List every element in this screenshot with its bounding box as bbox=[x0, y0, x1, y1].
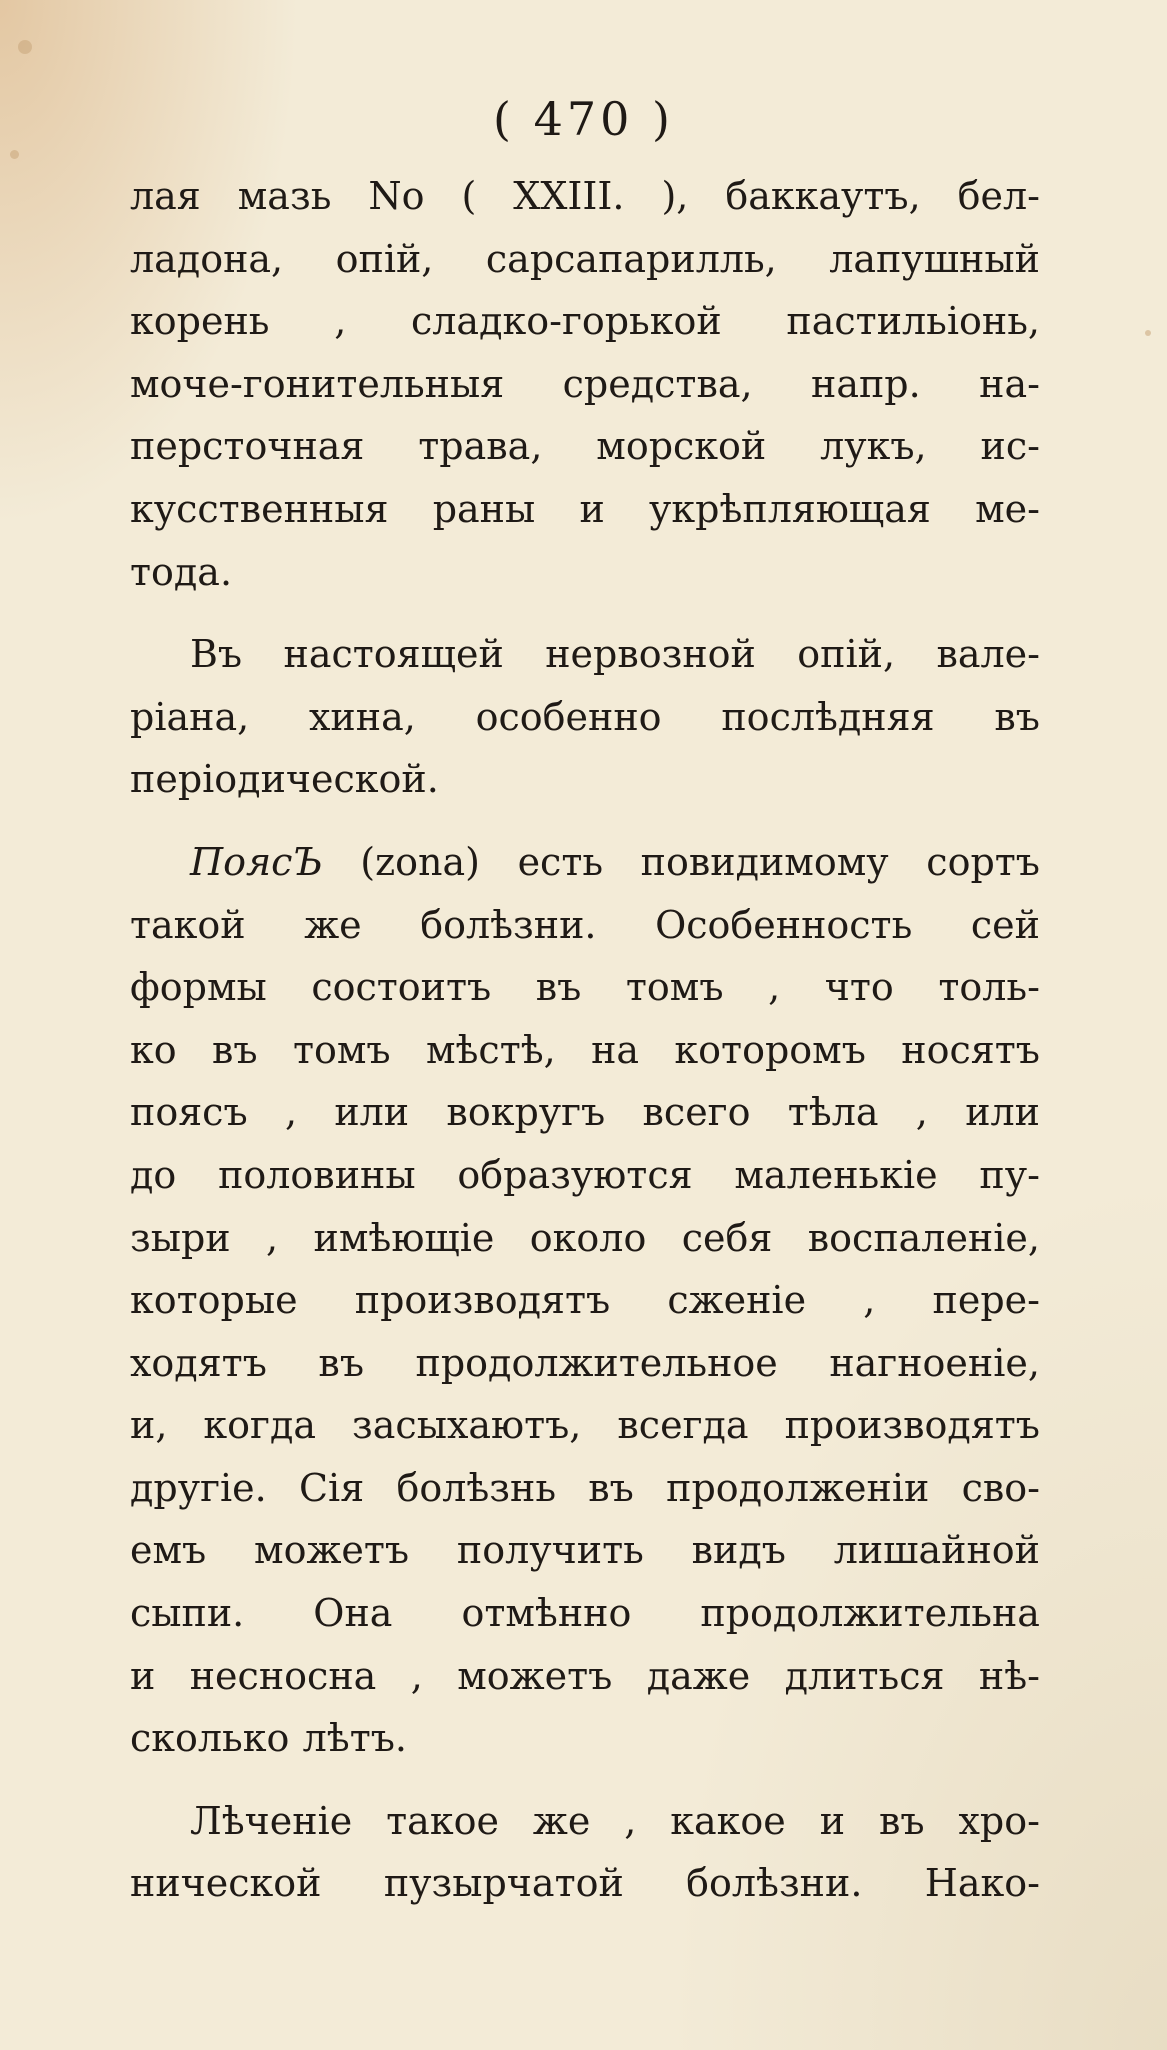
word: можетъ bbox=[254, 1528, 410, 1573]
word: длиться bbox=[784, 1653, 945, 1698]
word: же bbox=[304, 902, 362, 947]
word: Особенность bbox=[655, 902, 913, 947]
word: раны bbox=[432, 486, 536, 531]
word: всегда bbox=[617, 1403, 749, 1448]
word: тода. bbox=[130, 549, 233, 594]
paragraph-gap bbox=[130, 1770, 1040, 1790]
word: настоящей bbox=[283, 632, 504, 677]
word: хро- bbox=[958, 1798, 1040, 1843]
word: болѣзни. bbox=[686, 1861, 863, 1906]
word: сей bbox=[970, 902, 1040, 947]
text-line bbox=[130, 1457, 1040, 1520]
word: когда bbox=[203, 1403, 317, 1448]
word: пузырчатой bbox=[383, 1861, 624, 1906]
word: другiе. bbox=[130, 1465, 267, 1510]
word: нервозной bbox=[545, 632, 756, 677]
word: воспаленiе, bbox=[807, 1215, 1040, 1260]
word: особенно bbox=[475, 694, 662, 739]
word: лѣтъ. bbox=[302, 1716, 408, 1761]
word: такой bbox=[130, 902, 246, 947]
word: ко bbox=[130, 1027, 177, 1072]
text-line bbox=[130, 1519, 1040, 1582]
word: томъ bbox=[292, 1027, 391, 1072]
word: нагноенiе, bbox=[829, 1340, 1040, 1385]
text-line bbox=[130, 956, 1040, 1019]
text-line bbox=[130, 623, 1040, 686]
word: средства, bbox=[562, 361, 753, 406]
word: кусственныя bbox=[130, 486, 389, 531]
word: засыхаютъ, bbox=[352, 1403, 582, 1448]
word: опiй, bbox=[335, 236, 434, 281]
word: сарсапарилль, bbox=[485, 236, 777, 281]
word: болѣзни. bbox=[420, 902, 597, 947]
paragraph-gap bbox=[130, 603, 1040, 623]
word: и bbox=[579, 486, 605, 531]
word: Она bbox=[313, 1591, 393, 1636]
word: , bbox=[624, 1798, 637, 1843]
word: тѣла bbox=[787, 1090, 879, 1135]
word: No bbox=[368, 174, 425, 218]
word: , bbox=[768, 965, 781, 1010]
word: видъ bbox=[691, 1528, 786, 1573]
body-text bbox=[130, 165, 1040, 1915]
text-line bbox=[130, 1019, 1040, 1082]
word: которые bbox=[130, 1278, 298, 1323]
word: несносна bbox=[189, 1653, 377, 1698]
word: же bbox=[532, 1798, 591, 1843]
word: бел- bbox=[957, 174, 1040, 218]
word: пу- bbox=[979, 1152, 1040, 1197]
text-line bbox=[130, 1207, 1040, 1270]
word: вале- bbox=[936, 632, 1040, 677]
word: въ bbox=[212, 1027, 258, 1072]
text-line bbox=[130, 1582, 1040, 1645]
text-line bbox=[130, 165, 1040, 228]
word: производятъ bbox=[354, 1278, 611, 1323]
text-line bbox=[130, 1269, 1040, 1332]
word: , bbox=[266, 1215, 279, 1260]
word: повидимому bbox=[640, 839, 889, 884]
word: пастильiонь, bbox=[786, 299, 1040, 344]
word: Лѣченiе bbox=[190, 1798, 353, 1843]
word: баккаутъ, bbox=[725, 174, 921, 218]
word: трава, bbox=[418, 424, 543, 469]
text-line bbox=[130, 1645, 1040, 1708]
word: какое bbox=[670, 1798, 786, 1843]
word: нической bbox=[130, 1861, 322, 1906]
word: производятъ bbox=[784, 1403, 1040, 1448]
word: емъ bbox=[130, 1528, 207, 1573]
word: зыри bbox=[130, 1215, 231, 1260]
word: опiй, bbox=[797, 632, 896, 677]
word: что bbox=[824, 965, 894, 1010]
paragraph bbox=[130, 623, 1040, 811]
text-line bbox=[130, 686, 1040, 749]
word: морской bbox=[596, 424, 767, 469]
word: мѣстѣ, bbox=[425, 1027, 556, 1072]
text-line bbox=[130, 1394, 1040, 1457]
word: которомъ bbox=[674, 1027, 866, 1072]
word: лапушный bbox=[829, 236, 1040, 281]
word: такое bbox=[386, 1798, 499, 1843]
word: продолжительное bbox=[415, 1340, 778, 1385]
text-line bbox=[130, 478, 1040, 541]
word: носятъ bbox=[901, 1027, 1040, 1072]
word: персточная bbox=[130, 424, 365, 469]
text-line bbox=[130, 1790, 1040, 1853]
word: ( bbox=[461, 174, 477, 218]
word: , bbox=[863, 1278, 876, 1323]
word: болѣзнь bbox=[396, 1465, 557, 1510]
word: есть bbox=[517, 839, 604, 884]
word: и bbox=[819, 1798, 846, 1843]
word: формы bbox=[130, 965, 267, 1010]
word: Сiя bbox=[298, 1465, 365, 1510]
word: ладона, bbox=[130, 236, 284, 281]
word: и bbox=[130, 1653, 156, 1698]
word: всего bbox=[642, 1090, 751, 1135]
text-line bbox=[130, 353, 1040, 416]
paragraph bbox=[130, 1790, 1040, 1915]
paper-stain bbox=[18, 40, 32, 54]
word: получить bbox=[456, 1528, 644, 1573]
word: состоитъ bbox=[311, 965, 492, 1010]
word: ис- bbox=[980, 424, 1040, 469]
word: , bbox=[334, 299, 347, 344]
word: или bbox=[965, 1090, 1040, 1135]
word: томъ bbox=[625, 965, 724, 1010]
text-line bbox=[130, 748, 1040, 811]
text-line bbox=[130, 831, 1040, 894]
word: мазь bbox=[237, 174, 332, 218]
text-line bbox=[130, 415, 1040, 478]
word: въ bbox=[535, 965, 582, 1010]
word: въ bbox=[994, 694, 1040, 739]
word: пере- bbox=[932, 1278, 1040, 1323]
word: въ bbox=[878, 1798, 925, 1843]
word: укрѣпляющая bbox=[649, 486, 931, 531]
word: можетъ bbox=[457, 1653, 613, 1698]
text-line bbox=[130, 1852, 1040, 1915]
word: сженiе bbox=[667, 1278, 807, 1323]
paragraph-gap bbox=[130, 811, 1040, 831]
word: на bbox=[591, 1027, 640, 1072]
word: толь- bbox=[938, 965, 1040, 1010]
word: или bbox=[334, 1090, 410, 1135]
word: напр. bbox=[811, 361, 921, 406]
word: около bbox=[529, 1215, 647, 1260]
paper-stain bbox=[1145, 330, 1151, 336]
word: сортъ bbox=[926, 839, 1040, 884]
word: ходятъ bbox=[130, 1340, 267, 1385]
word: продолжительна bbox=[700, 1591, 1040, 1636]
italic-term: ПоясЪ bbox=[190, 839, 323, 884]
word: хина, bbox=[309, 694, 416, 739]
word: Нако- bbox=[924, 1861, 1040, 1906]
word: поясъ bbox=[130, 1090, 248, 1135]
word: сво- bbox=[961, 1465, 1040, 1510]
word: отмѣнно bbox=[461, 1591, 632, 1636]
word: половины bbox=[218, 1152, 416, 1197]
word: себя bbox=[681, 1215, 773, 1260]
paragraph bbox=[130, 165, 1040, 603]
text-line bbox=[130, 228, 1040, 291]
word: , bbox=[915, 1090, 928, 1135]
word: сладко-горькой bbox=[411, 299, 722, 344]
word: нѣ- bbox=[978, 1653, 1040, 1698]
word: (zona) bbox=[360, 839, 480, 884]
text-line bbox=[130, 1144, 1040, 1207]
word: ме- bbox=[975, 486, 1040, 531]
word: лишайной bbox=[833, 1528, 1040, 1573]
page-number: ( 470 ) bbox=[493, 92, 674, 146]
word: XXIII. bbox=[513, 174, 625, 218]
word: продолженiи bbox=[666, 1465, 930, 1510]
paragraph bbox=[130, 831, 1040, 1770]
word: даже bbox=[646, 1653, 751, 1698]
word: маленькiе bbox=[734, 1152, 938, 1197]
word: рiана, bbox=[130, 694, 250, 739]
word: Въ bbox=[190, 632, 243, 677]
word: лукъ, bbox=[820, 424, 927, 469]
word: и, bbox=[130, 1403, 168, 1448]
word: , bbox=[284, 1090, 298, 1135]
word: корень bbox=[130, 299, 270, 344]
word: на- bbox=[979, 361, 1040, 406]
word: перiодической. bbox=[130, 757, 439, 802]
text-line bbox=[130, 894, 1040, 957]
text-line bbox=[130, 541, 1040, 604]
word: сколько bbox=[130, 1716, 290, 1761]
text-line bbox=[130, 1332, 1040, 1395]
word: до bbox=[130, 1152, 177, 1197]
word: ), bbox=[661, 174, 689, 218]
word: вокругъ bbox=[446, 1090, 606, 1135]
word: лая bbox=[130, 174, 201, 218]
word: въ bbox=[588, 1465, 634, 1510]
text-line bbox=[130, 1081, 1040, 1144]
word: имѣющiе bbox=[313, 1215, 495, 1260]
text-line bbox=[130, 290, 1040, 353]
word: въ bbox=[318, 1340, 364, 1385]
word: сыпи. bbox=[130, 1591, 245, 1636]
word: послѣдняя bbox=[721, 694, 935, 739]
word: , bbox=[410, 1653, 423, 1698]
paper-stain bbox=[10, 150, 19, 159]
word: моче-гонительныя bbox=[130, 361, 505, 406]
text-line bbox=[130, 1707, 1040, 1770]
word: образуются bbox=[457, 1152, 693, 1197]
